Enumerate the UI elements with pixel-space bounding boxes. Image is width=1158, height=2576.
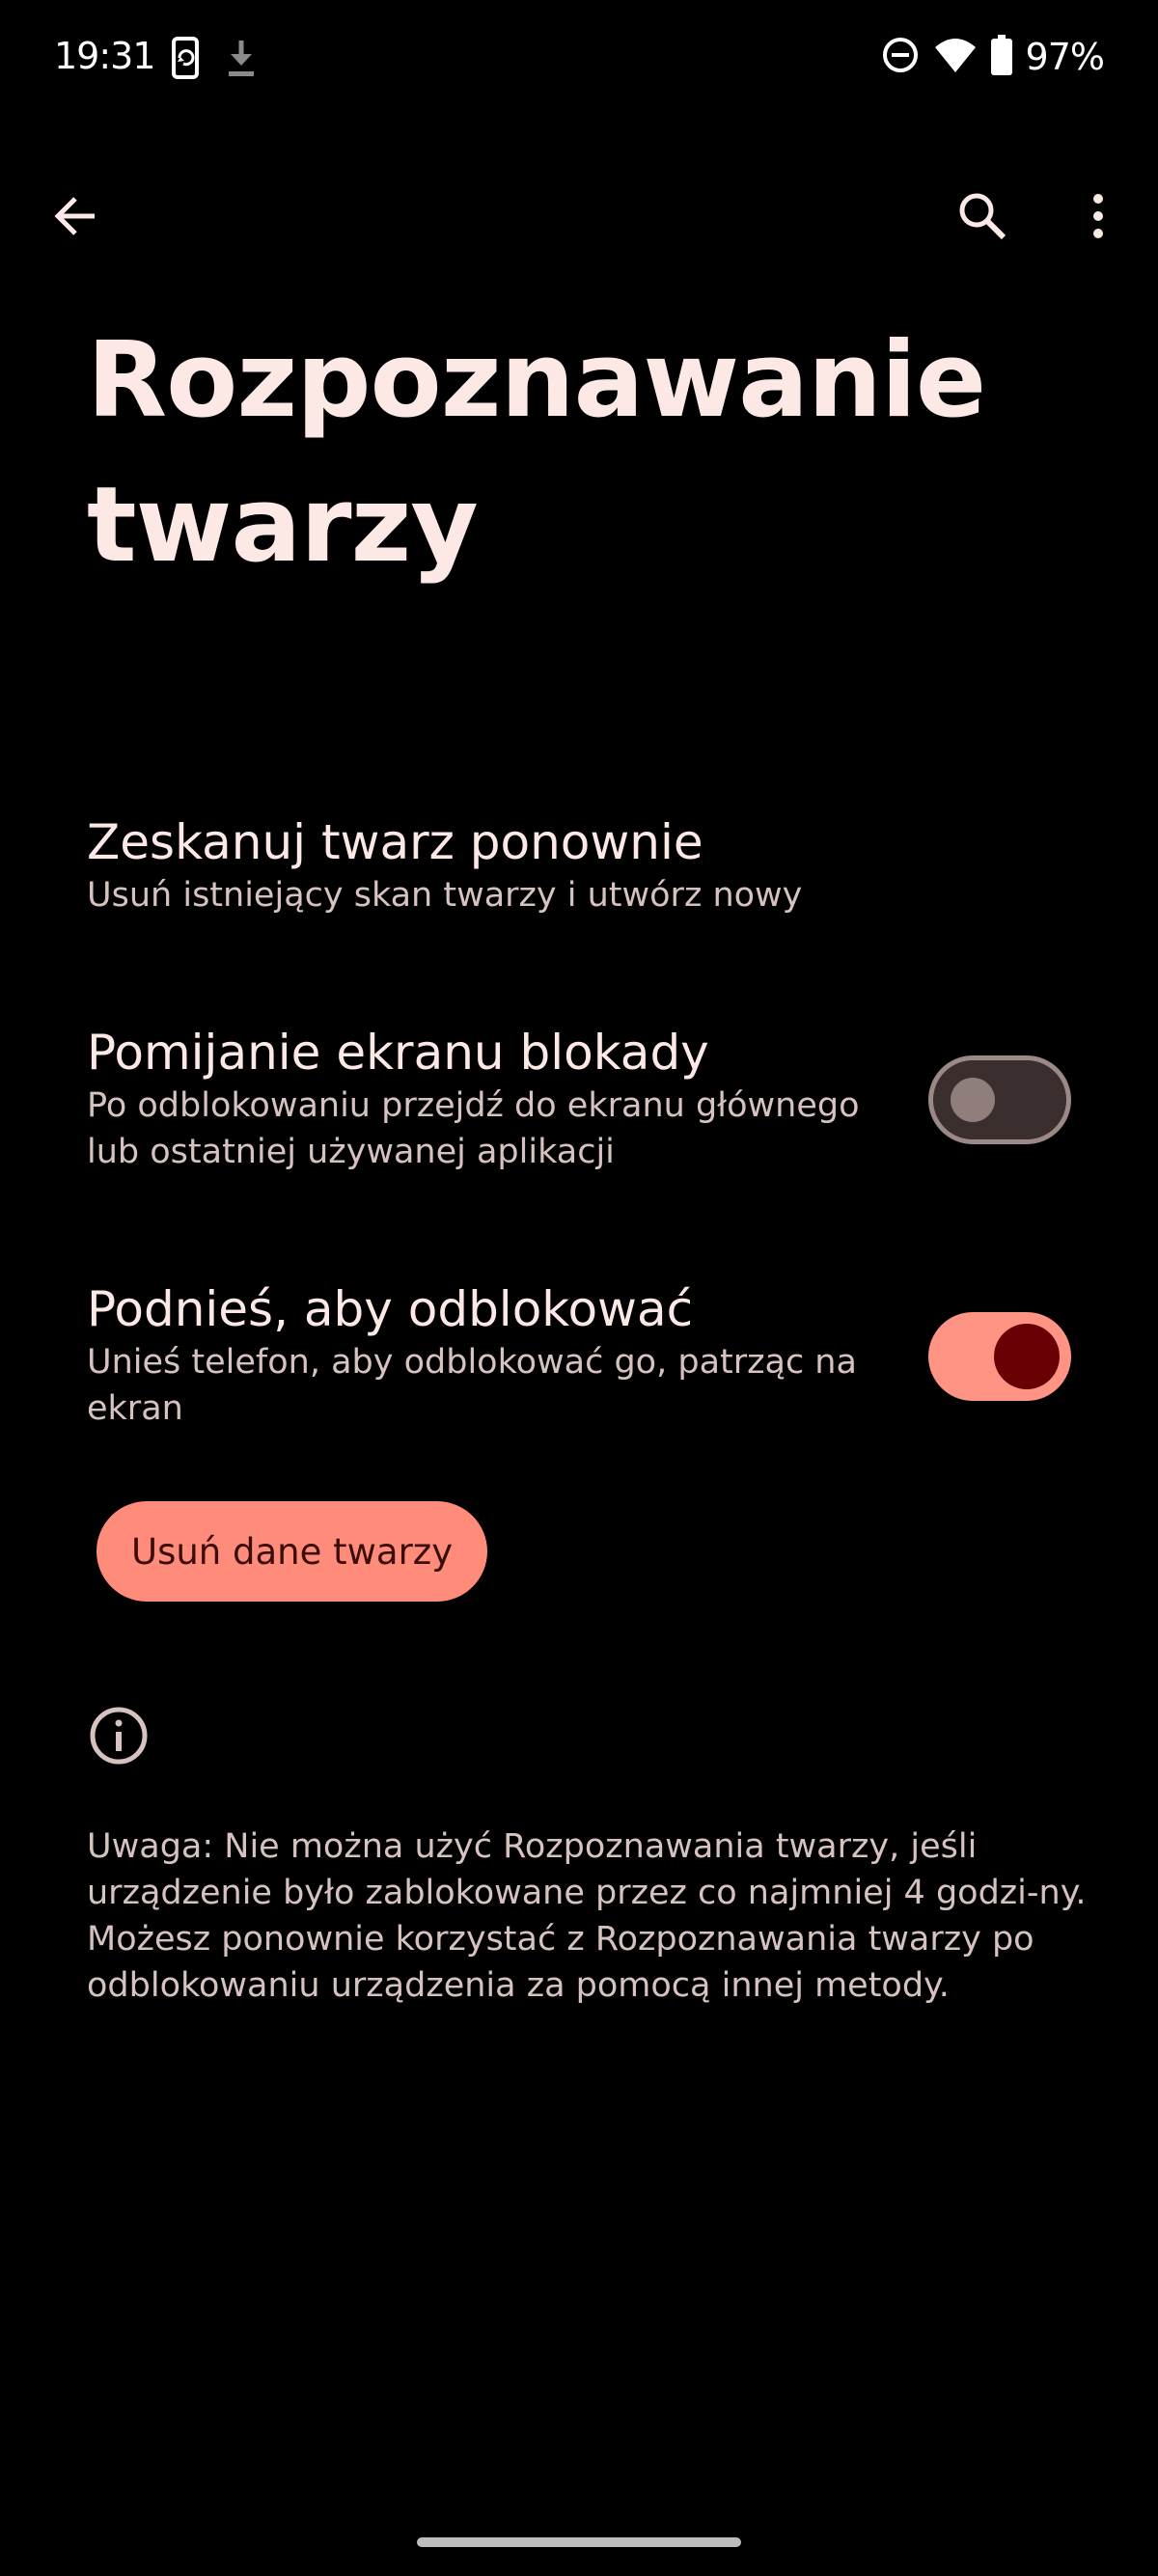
wifi-icon xyxy=(933,36,978,78)
raise-to-unlock-title: Podnieś, aby odblokować xyxy=(87,1281,694,1337)
more-vert-icon xyxy=(1089,191,1108,245)
raise-to-unlock-summary: Unieś telefon, aby odblokować go, patrząc na ekran xyxy=(87,1343,857,1428)
rescan-face-item[interactable] xyxy=(87,812,897,918)
rescan-face-title: Zeskanuj twarz ponownie xyxy=(87,814,703,870)
toggle-thumb xyxy=(951,1078,995,1122)
page-title: Rozpoznawanie twarzy xyxy=(87,320,986,586)
raise-to-unlock-toggle[interactable] xyxy=(928,1312,1071,1401)
battery-icon xyxy=(991,35,1012,79)
bypass-lockscreen-summary: Po odblokowaniu przejdź do ekranu głównego lub ostatniej używanej aplikacji xyxy=(87,1086,860,1171)
footer-note: Uwaga: Nie można użyć Rozpoznawania twarzy, jeśli urządzenie było zablokowane przez co najmniej 4 godzi-ny. Możesz ponownie korzystać z Rozpoznawania twarzy po odblokowaniu urządzenia za pomocą innej metody. xyxy=(87,1827,1087,2005)
screen-rotate-icon xyxy=(166,37,205,83)
status-bar xyxy=(0,0,1158,116)
search-icon xyxy=(955,189,1009,247)
download-icon xyxy=(224,37,259,83)
bypass-lockscreen-title: Pomijanie ekranu blokady xyxy=(87,1025,709,1081)
rescan-face-summary: Usuń istniejący skan twarzy i utwórz nowy xyxy=(87,876,803,915)
bypass-lockscreen-toggle[interactable] xyxy=(928,1055,1071,1144)
info-icon xyxy=(89,1706,149,1769)
arrow-back-icon xyxy=(50,191,100,245)
more-options-button[interactable] xyxy=(1063,183,1133,253)
raise-to-unlock-item[interactable] xyxy=(87,1279,897,1432)
back-button[interactable] xyxy=(41,183,110,253)
do-not-disturb-icon xyxy=(881,36,920,78)
battery-percentage: 97% xyxy=(1025,36,1104,78)
home-indicator[interactable] xyxy=(417,2537,741,2547)
status-right xyxy=(881,35,1104,79)
toggle-thumb xyxy=(994,1324,1060,1389)
search-button[interactable] xyxy=(948,183,1017,253)
delete-face-data-button[interactable]: Usuń dane twarzy xyxy=(96,1501,487,1602)
status-time: 19:31 xyxy=(54,35,155,77)
bypass-lockscreen-item[interactable] xyxy=(87,1023,897,1175)
